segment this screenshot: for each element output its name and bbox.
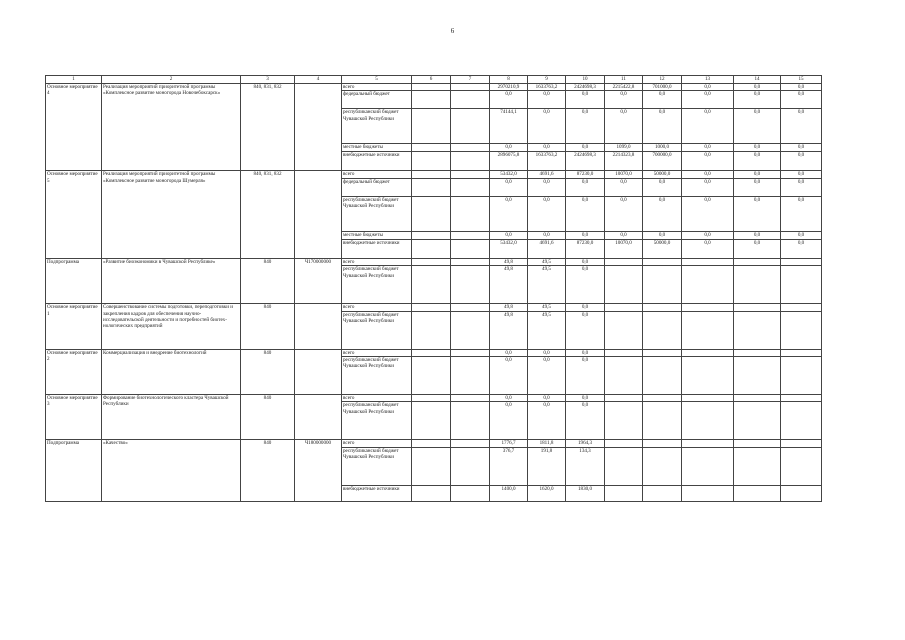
empty-cell (412, 304, 451, 311)
cell-c1: Основное мероприятие 1 (46, 304, 102, 349)
value-cell (682, 447, 734, 485)
value-cell: 0,0 (734, 152, 781, 171)
value-cell: 0,0 (781, 109, 822, 144)
table-row (46, 171, 822, 178)
value-cell (605, 349, 643, 356)
column-header: 1 (46, 76, 102, 84)
value-cell: 0,0 (781, 171, 822, 178)
value-cell (605, 447, 643, 485)
funding-source: республиканский бюджет Чувашской Республики (342, 196, 412, 231)
value-cell: 0,0 (682, 171, 734, 178)
value-cell: 0,0 (781, 231, 822, 239)
value-cell (781, 266, 822, 304)
funding-source: всего (342, 258, 412, 265)
value-cell: 0,0 (734, 239, 781, 258)
table-row (46, 349, 822, 356)
value-cell (682, 402, 734, 440)
value-cell: 0,0 (528, 231, 566, 239)
value-cell (734, 447, 781, 485)
value-cell (643, 440, 682, 447)
page-number: 6 (450, 27, 455, 35)
funding-source: республиканский бюджет Чувашской Республики (342, 357, 412, 395)
column-header: 8 (490, 76, 528, 84)
empty-cell (412, 171, 451, 178)
value-cell: 4691,6 (528, 239, 566, 258)
funding-source: внебюджетные источники (342, 485, 412, 501)
cell-c4: Ч170000000 (295, 258, 342, 303)
cell-c2: Совершенствование системы подготовки, переподготовки и закрепления кадров для обеспечения научно-исследовательской деятельности и потребностей биотех-нологических предприятий (102, 304, 241, 349)
value-cell: 0,0 (643, 178, 682, 196)
empty-cell (451, 152, 490, 171)
value-cell: 0,0 (734, 231, 781, 239)
table-row (46, 304, 822, 311)
value-cell (643, 485, 682, 501)
empty-cell (451, 485, 490, 501)
value-cell (781, 402, 822, 440)
cell-c2: Формирование биотехнологического кластера Чувашской Республики (102, 395, 241, 440)
value-cell (643, 447, 682, 485)
cell-c3: 840 (241, 304, 295, 349)
cell-c1: Подпрограмма (46, 258, 102, 303)
value-cell: 0,0 (781, 84, 822, 91)
empty-cell (451, 395, 490, 402)
cell-c2: Реализация мероприятий приоритетной программы «Комплексное развитие моногорода Новочебоксарск» (102, 84, 241, 171)
value-cell: 74144,1 (490, 109, 528, 144)
value-cell (643, 304, 682, 311)
empty-cell (451, 171, 490, 178)
empty-cell (412, 239, 451, 258)
funding-source: местные бюджеты (342, 144, 412, 152)
empty-cell (451, 109, 490, 144)
value-cell (781, 395, 822, 402)
value-cell (643, 349, 682, 356)
value-cell (605, 395, 643, 402)
cell-c3: 840, 831, 832 (241, 84, 295, 171)
cell-c4: Ч180000000 (295, 440, 342, 501)
value-cell: 0,0 (566, 266, 605, 304)
column-header: 6 (412, 76, 451, 84)
column-header: 14 (734, 76, 781, 84)
empty-cell (412, 178, 451, 196)
value-cell: 0,0 (682, 109, 734, 144)
funding-source: внебюджетные источники (342, 152, 412, 171)
cell-c4 (295, 84, 342, 171)
value-cell: 87230,0 (566, 171, 605, 178)
funding-source: всего (342, 349, 412, 356)
value-cell (643, 258, 682, 265)
funding-source: республиканский бюджет Чувашской Республики (342, 311, 412, 349)
value-cell: 0,0 (781, 91, 822, 109)
cell-c4 (295, 349, 342, 394)
value-cell: 50000,0 (643, 239, 682, 258)
value-cell: 1000,0 (643, 144, 682, 152)
cell-c1: Основное мероприятие 2 (46, 349, 102, 394)
value-cell: 49,8 (490, 258, 528, 265)
value-cell: 0,0 (566, 402, 605, 440)
value-cell: 0,0 (734, 144, 781, 152)
value-cell (682, 395, 734, 402)
funding-source: республиканский бюджет Чувашской Республики (342, 402, 412, 440)
value-cell: 0,0 (566, 357, 605, 395)
column-header: 13 (682, 76, 734, 84)
cell-c3: 840, 831, 832 (241, 171, 295, 258)
empty-cell (412, 91, 451, 109)
empty-cell (451, 178, 490, 196)
value-cell: 0,0 (605, 178, 643, 196)
empty-cell (451, 311, 490, 349)
value-cell: 2214323,8 (605, 152, 643, 171)
empty-cell (451, 447, 490, 485)
value-cell: 10070,0 (605, 171, 643, 178)
column-header: 7 (451, 76, 490, 84)
value-cell: 0,0 (682, 84, 734, 91)
value-cell (682, 485, 734, 501)
empty-cell (412, 231, 451, 239)
value-cell (781, 349, 822, 356)
value-cell: 1099,0 (605, 144, 643, 152)
value-cell: 0,0 (734, 109, 781, 144)
value-cell: 1811,8 (528, 440, 566, 447)
value-cell: 49,8 (490, 311, 528, 349)
empty-cell (451, 239, 490, 258)
value-cell: 50000,0 (643, 171, 682, 178)
empty-cell (412, 196, 451, 231)
table-row (46, 258, 822, 265)
column-header: 5 (342, 76, 412, 84)
empty-cell (451, 304, 490, 311)
empty-cell (451, 402, 490, 440)
value-cell (781, 311, 822, 349)
value-cell: 49,8 (490, 304, 528, 311)
empty-cell (412, 266, 451, 304)
value-cell (682, 357, 734, 395)
value-cell: 0,0 (566, 196, 605, 231)
value-cell (605, 258, 643, 265)
empty-cell (451, 349, 490, 356)
value-cell: 0,0 (528, 196, 566, 231)
cell-c3: 840 (241, 440, 295, 501)
header-row (46, 76, 822, 84)
value-cell (682, 311, 734, 349)
value-cell (781, 357, 822, 395)
value-cell: 0,0 (566, 311, 605, 349)
value-cell: 0,0 (682, 91, 734, 109)
value-cell: 0,0 (682, 239, 734, 258)
value-cell (605, 485, 643, 501)
empty-cell (451, 231, 490, 239)
column-header: 9 (528, 76, 566, 84)
value-cell: 1776,7 (490, 440, 528, 447)
value-cell (734, 485, 781, 501)
value-cell: 0,0 (682, 178, 734, 196)
value-cell: 376,7 (490, 447, 528, 485)
empty-cell (412, 402, 451, 440)
value-cell: 53432,0 (490, 239, 528, 258)
value-cell: 0,0 (490, 231, 528, 239)
funding-source: всего (342, 304, 412, 311)
value-cell: 0,0 (734, 196, 781, 231)
value-cell (734, 402, 781, 440)
value-cell: 0,0 (734, 84, 781, 91)
value-cell: 2896075,8 (490, 152, 528, 171)
value-cell: 0,0 (734, 178, 781, 196)
empty-cell (412, 144, 451, 152)
value-cell: 0,0 (643, 91, 682, 109)
empty-cell (451, 258, 490, 265)
cell-c3: 840 (241, 395, 295, 440)
empty-cell (412, 258, 451, 265)
value-cell: 1964,3 (566, 440, 605, 447)
funding-source: всего (342, 440, 412, 447)
value-cell: 0,0 (781, 196, 822, 231)
value-cell: 0,0 (566, 349, 605, 356)
value-cell: 0,0 (734, 91, 781, 109)
value-cell: 0,0 (605, 91, 643, 109)
value-cell: 0,0 (781, 239, 822, 258)
cell-c4 (295, 171, 342, 258)
value-cell (781, 258, 822, 265)
empty-cell (412, 349, 451, 356)
value-cell: 0,0 (528, 91, 566, 109)
value-cell: 0,0 (528, 144, 566, 152)
value-cell: 2970210,9 (490, 84, 528, 91)
value-cell: 0,0 (490, 144, 528, 152)
value-cell: 49,5 (528, 258, 566, 265)
value-cell (781, 447, 822, 485)
empty-cell (412, 440, 451, 447)
value-cell: 0,0 (781, 144, 822, 152)
value-cell: 87230,0 (566, 239, 605, 258)
value-cell (605, 311, 643, 349)
value-cell: 0,0 (566, 231, 605, 239)
funding-source: всего (342, 395, 412, 402)
value-cell: 1830,0 (566, 485, 605, 501)
value-cell: 1633763,2 (528, 84, 566, 91)
value-cell: 49,5 (528, 311, 566, 349)
value-cell (781, 440, 822, 447)
cell-c1: Основное мероприятие 5 (46, 171, 102, 258)
value-cell: 0,0 (781, 152, 822, 171)
value-cell: 0,0 (490, 395, 528, 402)
column-header: 15 (781, 76, 822, 84)
value-cell: 0,0 (490, 91, 528, 109)
value-cell: 700000,0 (643, 152, 682, 171)
funding-source: республиканский бюджет Чувашской Республики (342, 447, 412, 485)
value-cell: 0,0 (643, 109, 682, 144)
value-cell: 0,0 (566, 304, 605, 311)
value-cell: 53432,0 (490, 171, 528, 178)
value-cell (605, 357, 643, 395)
column-header: 3 (241, 76, 295, 84)
value-cell: 0,0 (682, 144, 734, 152)
value-cell: 0,0 (566, 91, 605, 109)
value-cell: 2424698,3 (566, 84, 605, 91)
funding-source: федеральный бюджет (342, 178, 412, 196)
value-cell: 0,0 (490, 402, 528, 440)
value-cell: 0,0 (490, 178, 528, 196)
value-cell: 0,0 (528, 349, 566, 356)
value-cell: 0,0 (528, 395, 566, 402)
value-cell: 0,0 (528, 357, 566, 395)
cell-c2: «Развитие биоэкономики в Чувашской Республике» (102, 258, 241, 303)
table-row (46, 440, 822, 447)
cell-c2: «Качество» (102, 440, 241, 501)
cell-c1: Основное мероприятие 3 (46, 395, 102, 440)
value-cell: 0,0 (566, 144, 605, 152)
value-cell: 49,8 (490, 266, 528, 304)
empty-cell (451, 144, 490, 152)
empty-cell (412, 152, 451, 171)
value-cell (605, 266, 643, 304)
empty-cell (412, 84, 451, 91)
value-cell: 1620,0 (528, 485, 566, 501)
value-cell: 134,3 (566, 447, 605, 485)
empty-cell (412, 395, 451, 402)
value-cell: 0,0 (781, 178, 822, 196)
empty-cell (451, 91, 490, 109)
column-header: 11 (605, 76, 643, 84)
empty-cell (451, 84, 490, 91)
value-cell (682, 266, 734, 304)
value-cell (682, 304, 734, 311)
value-cell (781, 485, 822, 501)
empty-cell (412, 357, 451, 395)
value-cell: 0,0 (490, 357, 528, 395)
column-header: 12 (643, 76, 682, 84)
empty-cell (451, 440, 490, 447)
cell-c2: Реализация мероприятий приоритетной программы «Комплексное развитие моногорода Шумерля» (102, 171, 241, 258)
empty-cell (451, 357, 490, 395)
value-cell: 0,0 (682, 196, 734, 231)
cell-c3: 840 (241, 258, 295, 303)
funding-source: республиканский бюджет Чувашской Республики (342, 266, 412, 304)
table-row (46, 84, 822, 91)
budget-table (45, 75, 822, 502)
empty-cell (412, 485, 451, 501)
value-cell: 0,0 (643, 231, 682, 239)
cell-c2: Коммерциализация и внедрение биотехнологий (102, 349, 241, 394)
value-cell (781, 304, 822, 311)
value-cell: 2215422,8 (605, 84, 643, 91)
funding-source: всего (342, 84, 412, 91)
cell-c4 (295, 395, 342, 440)
value-cell: 701000,0 (643, 84, 682, 91)
value-cell: 0,0 (605, 231, 643, 239)
value-cell: 0,0 (605, 109, 643, 144)
empty-cell (451, 196, 490, 231)
value-cell (643, 311, 682, 349)
cell-c1: Подпрограмма (46, 440, 102, 501)
value-cell: 0,0 (734, 171, 781, 178)
value-cell (643, 266, 682, 304)
table-row (46, 395, 822, 402)
column-header: 2 (102, 76, 241, 84)
cell-c3: 840 (241, 349, 295, 394)
value-cell (682, 349, 734, 356)
funding-source: внебюджетные источники (342, 239, 412, 258)
value-cell: 0,0 (682, 231, 734, 239)
empty-cell (412, 447, 451, 485)
value-cell (734, 266, 781, 304)
empty-cell (412, 109, 451, 144)
value-cell (643, 357, 682, 395)
value-cell: 0,0 (528, 402, 566, 440)
column-header: 4 (295, 76, 342, 84)
value-cell: 0,0 (566, 395, 605, 402)
value-cell: 0,0 (528, 178, 566, 196)
value-cell: 0,0 (566, 178, 605, 196)
empty-cell (451, 266, 490, 304)
value-cell (605, 304, 643, 311)
empty-cell (412, 311, 451, 349)
value-cell: 0,0 (566, 258, 605, 265)
value-cell (643, 395, 682, 402)
value-cell (734, 349, 781, 356)
value-cell: 0,0 (643, 196, 682, 231)
value-cell: 10070,0 (605, 239, 643, 258)
cell-c4 (295, 304, 342, 349)
value-cell: 0,0 (490, 196, 528, 231)
value-cell: 1400,0 (490, 485, 528, 501)
value-cell: 2424698,3 (566, 152, 605, 171)
funding-source: всего (342, 171, 412, 178)
funding-source: местные бюджеты (342, 231, 412, 239)
value-cell (734, 258, 781, 265)
value-cell (605, 402, 643, 440)
value-cell (734, 395, 781, 402)
value-cell: 0,0 (682, 152, 734, 171)
value-cell (734, 357, 781, 395)
value-cell: 1633763,2 (528, 152, 566, 171)
value-cell (682, 440, 734, 447)
value-cell (734, 304, 781, 311)
value-cell: 191,8 (528, 447, 566, 485)
value-cell: 0,0 (605, 196, 643, 231)
value-cell: 0,0 (490, 349, 528, 356)
column-header: 10 (566, 76, 605, 84)
value-cell (734, 311, 781, 349)
cell-c1: Основное мероприятие 4 (46, 84, 102, 171)
funding-source: федеральный бюджет (342, 91, 412, 109)
value-cell: 4691,6 (528, 171, 566, 178)
value-cell (734, 440, 781, 447)
value-cell: 49,5 (528, 266, 566, 304)
funding-source: республиканский бюджет Чувашской Республики (342, 109, 412, 144)
value-cell (643, 402, 682, 440)
value-cell (682, 258, 734, 265)
value-cell (605, 440, 643, 447)
value-cell: 0,0 (528, 109, 566, 144)
value-cell: 0,0 (566, 109, 605, 144)
value-cell: 49,5 (528, 304, 566, 311)
